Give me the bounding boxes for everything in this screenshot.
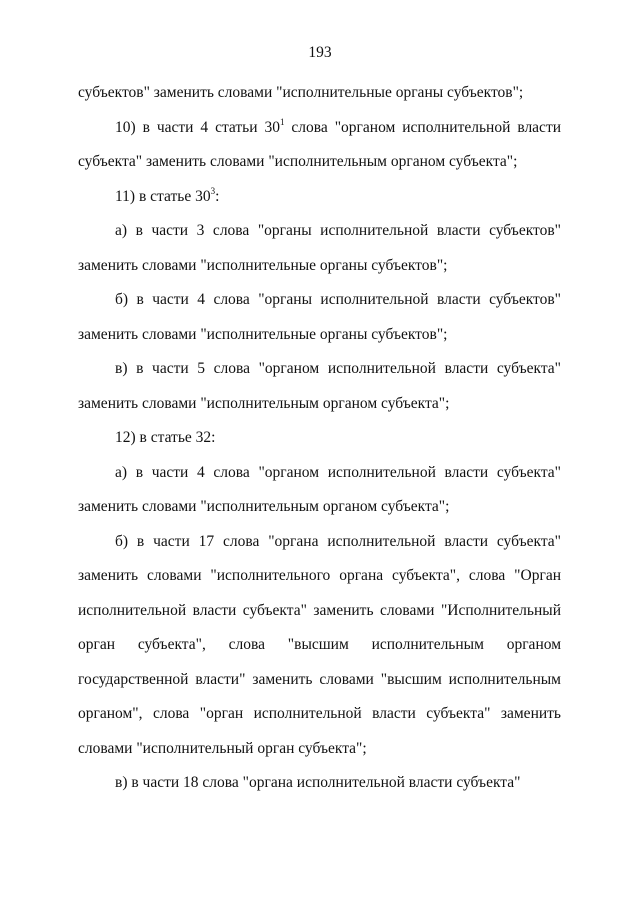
paragraph-6: в) в части 5 слова "органом исполнительной власти субъекта" заменить словами "исполнительным органом субъекта";	[78, 360, 561, 412]
paragraph-5: б) в части 4 слова "органы исполнительной власти субъектов" заменить словами "исполнительные органы субъектов";	[78, 291, 561, 343]
paragraph-2-start: 10) в части 4 статьи 30	[115, 118, 280, 136]
document-body	[78, 76, 561, 801]
paragraph-4: а) в части 3 слова "органы исполнительной власти субъектов" заменить словами "исполнительные органы субъектов";	[78, 222, 561, 274]
superscript: 3	[210, 185, 216, 196]
paragraph-7: 12) в статье 32:	[115, 429, 216, 446]
superscript: 1	[279, 116, 285, 127]
paragraph-8: а) в части 4 слова "органом исполнительной власти субъекта" заменить словами "исполнительным органом субъекта";	[78, 463, 561, 515]
paragraph-10: в) в части 18 слова "органа исполнительной власти субъекта"	[115, 774, 521, 791]
paragraph-1: субъектов" заменить словами "исполнительные органы субъектов";	[78, 84, 524, 101]
page-number: 193	[308, 44, 332, 61]
paragraph-2	[78, 111, 561, 180]
paragraph-2-rest: слова "органом исполнительной власти субъекта" заменить словами "исполнительным органом субъекта";	[78, 118, 562, 170]
paragraph-3	[78, 180, 561, 215]
paragraph-3-rest: :	[215, 187, 220, 205]
paragraph-9: б) в части 17 слова "органа исполнительной власти субъекта" заменить словами "исполнительного органа субъекта", слова "Орган исполнительной власти субъекта" заменить словами "Исполнительный орган субъекта", слова "высшим исполнительным органом государственной власти" заменить словами "высшим исполнительным органом", слова "орган исполнительной власти субъекта" заменить словами "исполнительный орган субъекта";	[78, 532, 561, 757]
paragraph-3-start: 11) в статье 30	[115, 187, 211, 205]
